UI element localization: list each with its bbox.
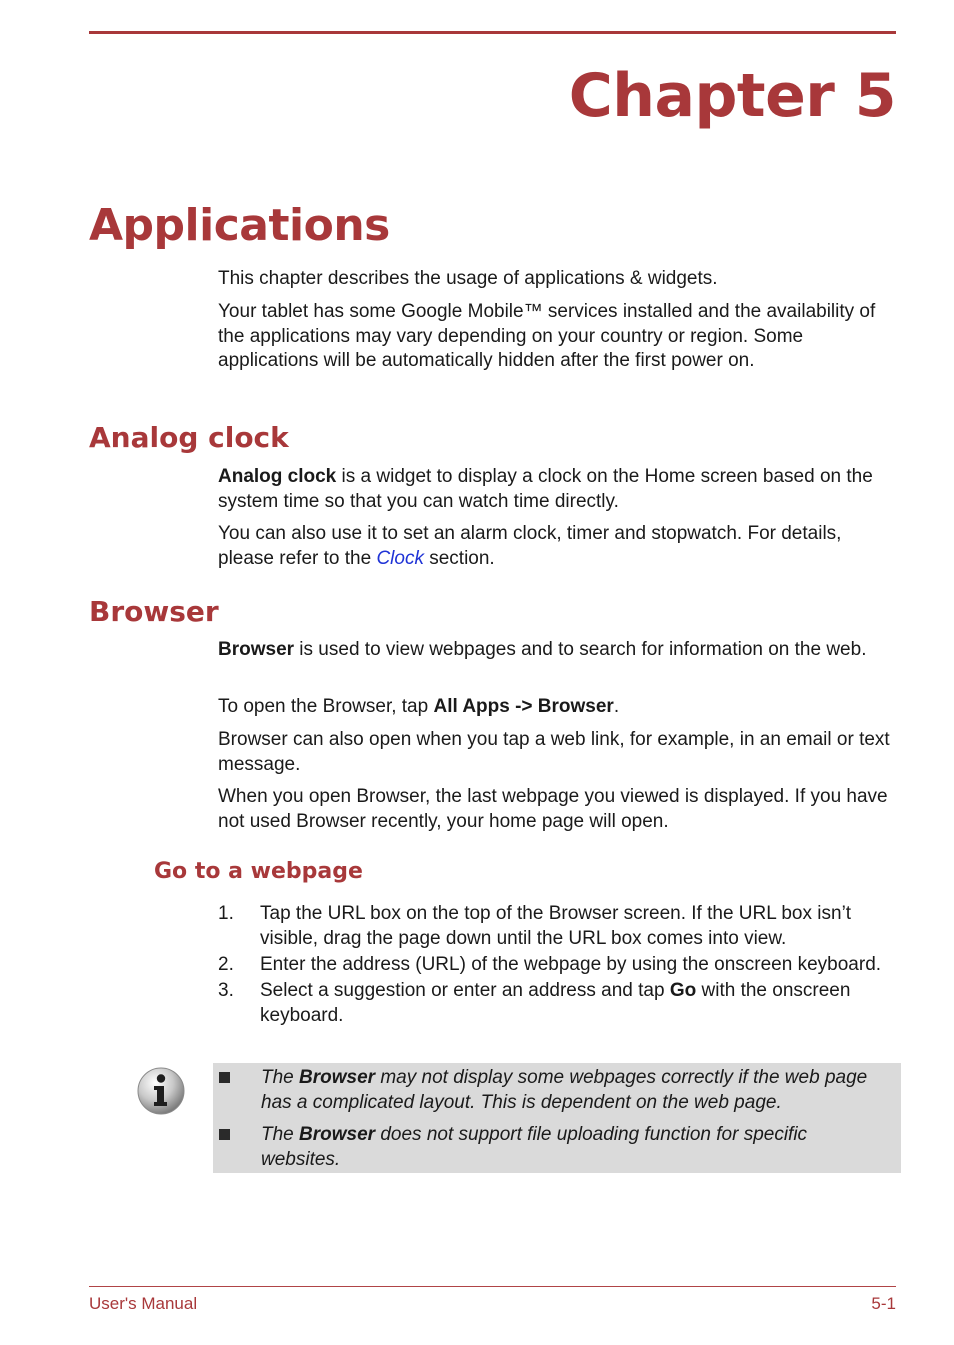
analog-clock-text-before: You can also use it to set an alarm clock, timer and stopwatch. For details, please refer to the [218, 523, 842, 569]
list-item [218, 901, 898, 951]
intro-paragraph-2: Your tablet has some Google Mobile™ services installed and the availability of the applications may vary depending on your country or region. Some applications will be automatically hidden after the first power on. [218, 301, 876, 371]
step-number: 2. [218, 954, 234, 975]
analog-clock-text-after: section. [423, 547, 495, 569]
note-text-bold: Browser [299, 1067, 376, 1088]
bullet-icon [219, 1129, 230, 1140]
analog-clock-text: is a widget to display a clock on the Home screen based on the system time so that you can watch time directly. [218, 466, 873, 512]
browser-bold: Browser [218, 639, 295, 660]
browser-paragraph-2 [218, 695, 898, 720]
go-to-webpage-heading: Go to a webpage [154, 859, 363, 884]
browser-paragraph-3: Browser can also open when you tap a web link, for example, in an email or text message. [218, 729, 890, 775]
browser-paragraph-4: When you open Browser, the last webpage you viewed is displayed. If you have not used Browser recently, your home page will open. [218, 786, 888, 832]
analog-clock-bold: Analog clock [218, 466, 337, 487]
top-divider [89, 31, 896, 34]
step-text-before: Select a suggestion or enter an address and tap [260, 980, 670, 1001]
note-text-bold: Browser [299, 1124, 376, 1145]
note-text-after: may not display some webpages correctly if the web page has a complicated layout. This is dependent on the web page. [261, 1067, 868, 1113]
note-text-before: The [261, 1067, 300, 1088]
list-item [218, 952, 898, 977]
note-box [213, 1063, 901, 1173]
step-number: 1. [218, 903, 234, 924]
note-text-before: The [261, 1124, 300, 1145]
step-text-bold: Go [669, 980, 697, 1001]
chapter-title: Chapter 5 [568, 61, 896, 131]
browser-paragraph-1 [218, 638, 898, 663]
note-text-after: does not support file uploading function for specific websites. [261, 1124, 808, 1170]
intro-paragraph-1: This chapter describes the usage of applications & widgets. [218, 268, 718, 289]
step-number: 3. [218, 980, 234, 1001]
note-item [261, 1123, 881, 1172]
analog-clock-paragraph-1 [218, 465, 898, 514]
analog-clock-paragraph-2 [218, 522, 898, 571]
browser-open-text: To open the Browser, tap [218, 696, 434, 717]
browser-open-path: All Apps -> Browser [433, 696, 614, 717]
step-text: Enter the address (URL) of the webpage by using the onscreen keyboard. [260, 954, 882, 975]
browser-heading: Browser [89, 595, 219, 628]
clock-link[interactable]: Clock [376, 547, 424, 569]
list-item [218, 978, 898, 1028]
browser-open-period: . [613, 696, 620, 717]
step-text: Tap the URL box on the top of the Browser screen. If the URL box isn’t visible, drag the page down until the URL box comes into view. [260, 903, 852, 949]
note-item [261, 1066, 881, 1115]
step-text-after: with the onscreen keyboard. [260, 980, 851, 1026]
page-title: Applications [89, 200, 390, 251]
footer-manual-label: User's Manual [89, 1294, 198, 1313]
step-text [260, 980, 850, 1026]
analog-clock-heading: Analog clock [89, 421, 289, 454]
steps-list [218, 901, 898, 1029]
info-icon [136, 1066, 186, 1116]
footer-page-number: 5-1 [871, 1294, 896, 1313]
bottom-divider [89, 1286, 896, 1287]
bullet-icon [219, 1072, 230, 1083]
browser-text: is used to view webpages and to search for information on the web. [294, 639, 867, 660]
